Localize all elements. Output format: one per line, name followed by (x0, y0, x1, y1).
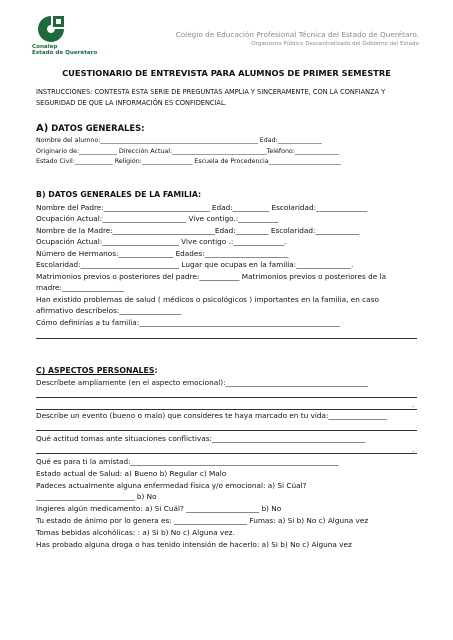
section-c-colon: : (154, 366, 158, 375)
answer-line[interactable] (36, 430, 417, 431)
question-health-state[interactable]: Estado actual de Salud: a) Bueno b) Regular c) Malo (36, 469, 227, 478)
section-a-letter: A) (36, 123, 49, 134)
instructions-line-2: SEGURIDAD DE QUE LA INFORMACIÓN ES CONFIDENCIAL. (36, 99, 227, 107)
answer-line[interactable] (36, 409, 417, 410)
question-drugs[interactable]: Has probado alguna droga o has tenido intensión de hacerlo: a) Si b) No c) Alguna vez (36, 540, 352, 549)
logo-caption (32, 44, 97, 56)
section-a-heading (36, 123, 145, 134)
question-illness[interactable]: Padeces actualmente alguna enfermedad física y/o emocional: a) Si Cúal? (36, 481, 307, 490)
page-title: CUESTIONARIO DE ENTREVISTA PARA ALUMNOS DE PRIMER SEMESTRE (62, 68, 391, 78)
answer-line[interactable] (36, 453, 417, 454)
field-civil-religion-school[interactable]: Estado Civil:____________ Religión:________________ Escuela de Procedencia_______________________ (36, 158, 342, 165)
question-conflict-attitude[interactable]: Qué actitud tomas ante situaciones conflictivas:__________________________________________ (36, 434, 366, 443)
section-a-title: DATOS GENERALES: (48, 123, 145, 133)
section-c-heading (36, 366, 158, 375)
field-schooling-family-place[interactable]: Escolaridad:___________________________ Lugar que ocupas en la familia:_______________. (36, 260, 354, 269)
field-mother-marriages[interactable]: madre:_________________ (36, 283, 125, 292)
logo-caption-text: Conalep Estado de Querétaro (32, 44, 98, 56)
section-c-title: C) ASPECTOS PERSONALES (36, 366, 155, 375)
question-alcohol[interactable]: Tomas bebidas alcohólicas: : a) Si b) No c) Alguna vez. (36, 528, 235, 537)
question-friendship[interactable]: Qué es para ti la amistad:_________________________________________________________ (36, 457, 339, 466)
question-life-event[interactable]: Describe un evento (bueno o malo) que consideres te haya marcado en tu vida:________________ (36, 411, 387, 420)
conalep-logo-icon (36, 14, 66, 44)
field-father-occupation[interactable]: Ocupación Actual:_______________________ Vive contigo.:___________ (36, 214, 279, 223)
field-health-problems: Han existido problemas de salud ( médicos o psicológicos ) importantes en la familia, en caso (36, 295, 379, 304)
field-previous-marriages[interactable]: Matrimonios previos o posteriores del padre:___________ Matrimonios previos o posteriores de la (36, 272, 387, 281)
field-family-definition[interactable]: Cómo definirías a tu familia:_______________________________________________________ (36, 318, 340, 327)
question-emotional[interactable]: Descríbete ampliamente (en el aspecto emocional):_______________________________________ (36, 378, 368, 387)
field-health-description[interactable]: afirmativo descríbelos:_________________ (36, 306, 182, 315)
field-siblings[interactable]: Número de Hermanos:_______________ Edades:_______________________ (36, 249, 289, 258)
field-father-name[interactable]: Nombre del Padre:_____________________________ Edad:__________ Escolaridad:______________ (36, 203, 368, 212)
field-origin-address-phone[interactable]: Originario de:____________ Dirección Actual:______________________________Teléfono:______________ (36, 148, 339, 155)
question-illness-answer[interactable]: ___________________________ b) No (36, 492, 157, 501)
instructions-line-1: INSTRUCCIONES: CONTESTA ESTA SERIE DE PREGUNTAS AMPLIA Y SINCERAMENTE, CON LA CONFIANZA Y (36, 88, 386, 96)
field-student-name[interactable]: Nombre del alumno:__________________________________________________ Edad:______________ (36, 137, 322, 144)
question-emotional-end: . (412, 400, 415, 409)
question-medication[interactable]: Ingieres algún medicamento: a) Si Cuál? ____________________ b) No (36, 504, 282, 513)
answer-line[interactable] (36, 338, 417, 339)
question-conflict-end: . (412, 445, 415, 454)
field-mother-occupation[interactable]: Ocupación Actual:_____________________ Vive contigo .:______________. (36, 237, 287, 246)
question-mood-smoking[interactable]: Tu estado de ánimo por lo genera es: ____________________ Fumas: a) Si b) No c) Alguna vez (36, 516, 369, 525)
institution-subtitle: Organismo Público Descentralizado del Gobierno del Estado (251, 41, 419, 47)
field-mother-name[interactable]: Nombre de la Madre:____________________________Edad:_________ Escolaridad:____________ (36, 226, 360, 235)
section-b-heading: B) DATOS GENERALES DE LA FAMILIA: (36, 190, 202, 199)
institution-name: Colegio de Educación Profesional Técnica del Estado de Querétaro. (175, 30, 419, 39)
answer-line[interactable] (36, 397, 417, 398)
